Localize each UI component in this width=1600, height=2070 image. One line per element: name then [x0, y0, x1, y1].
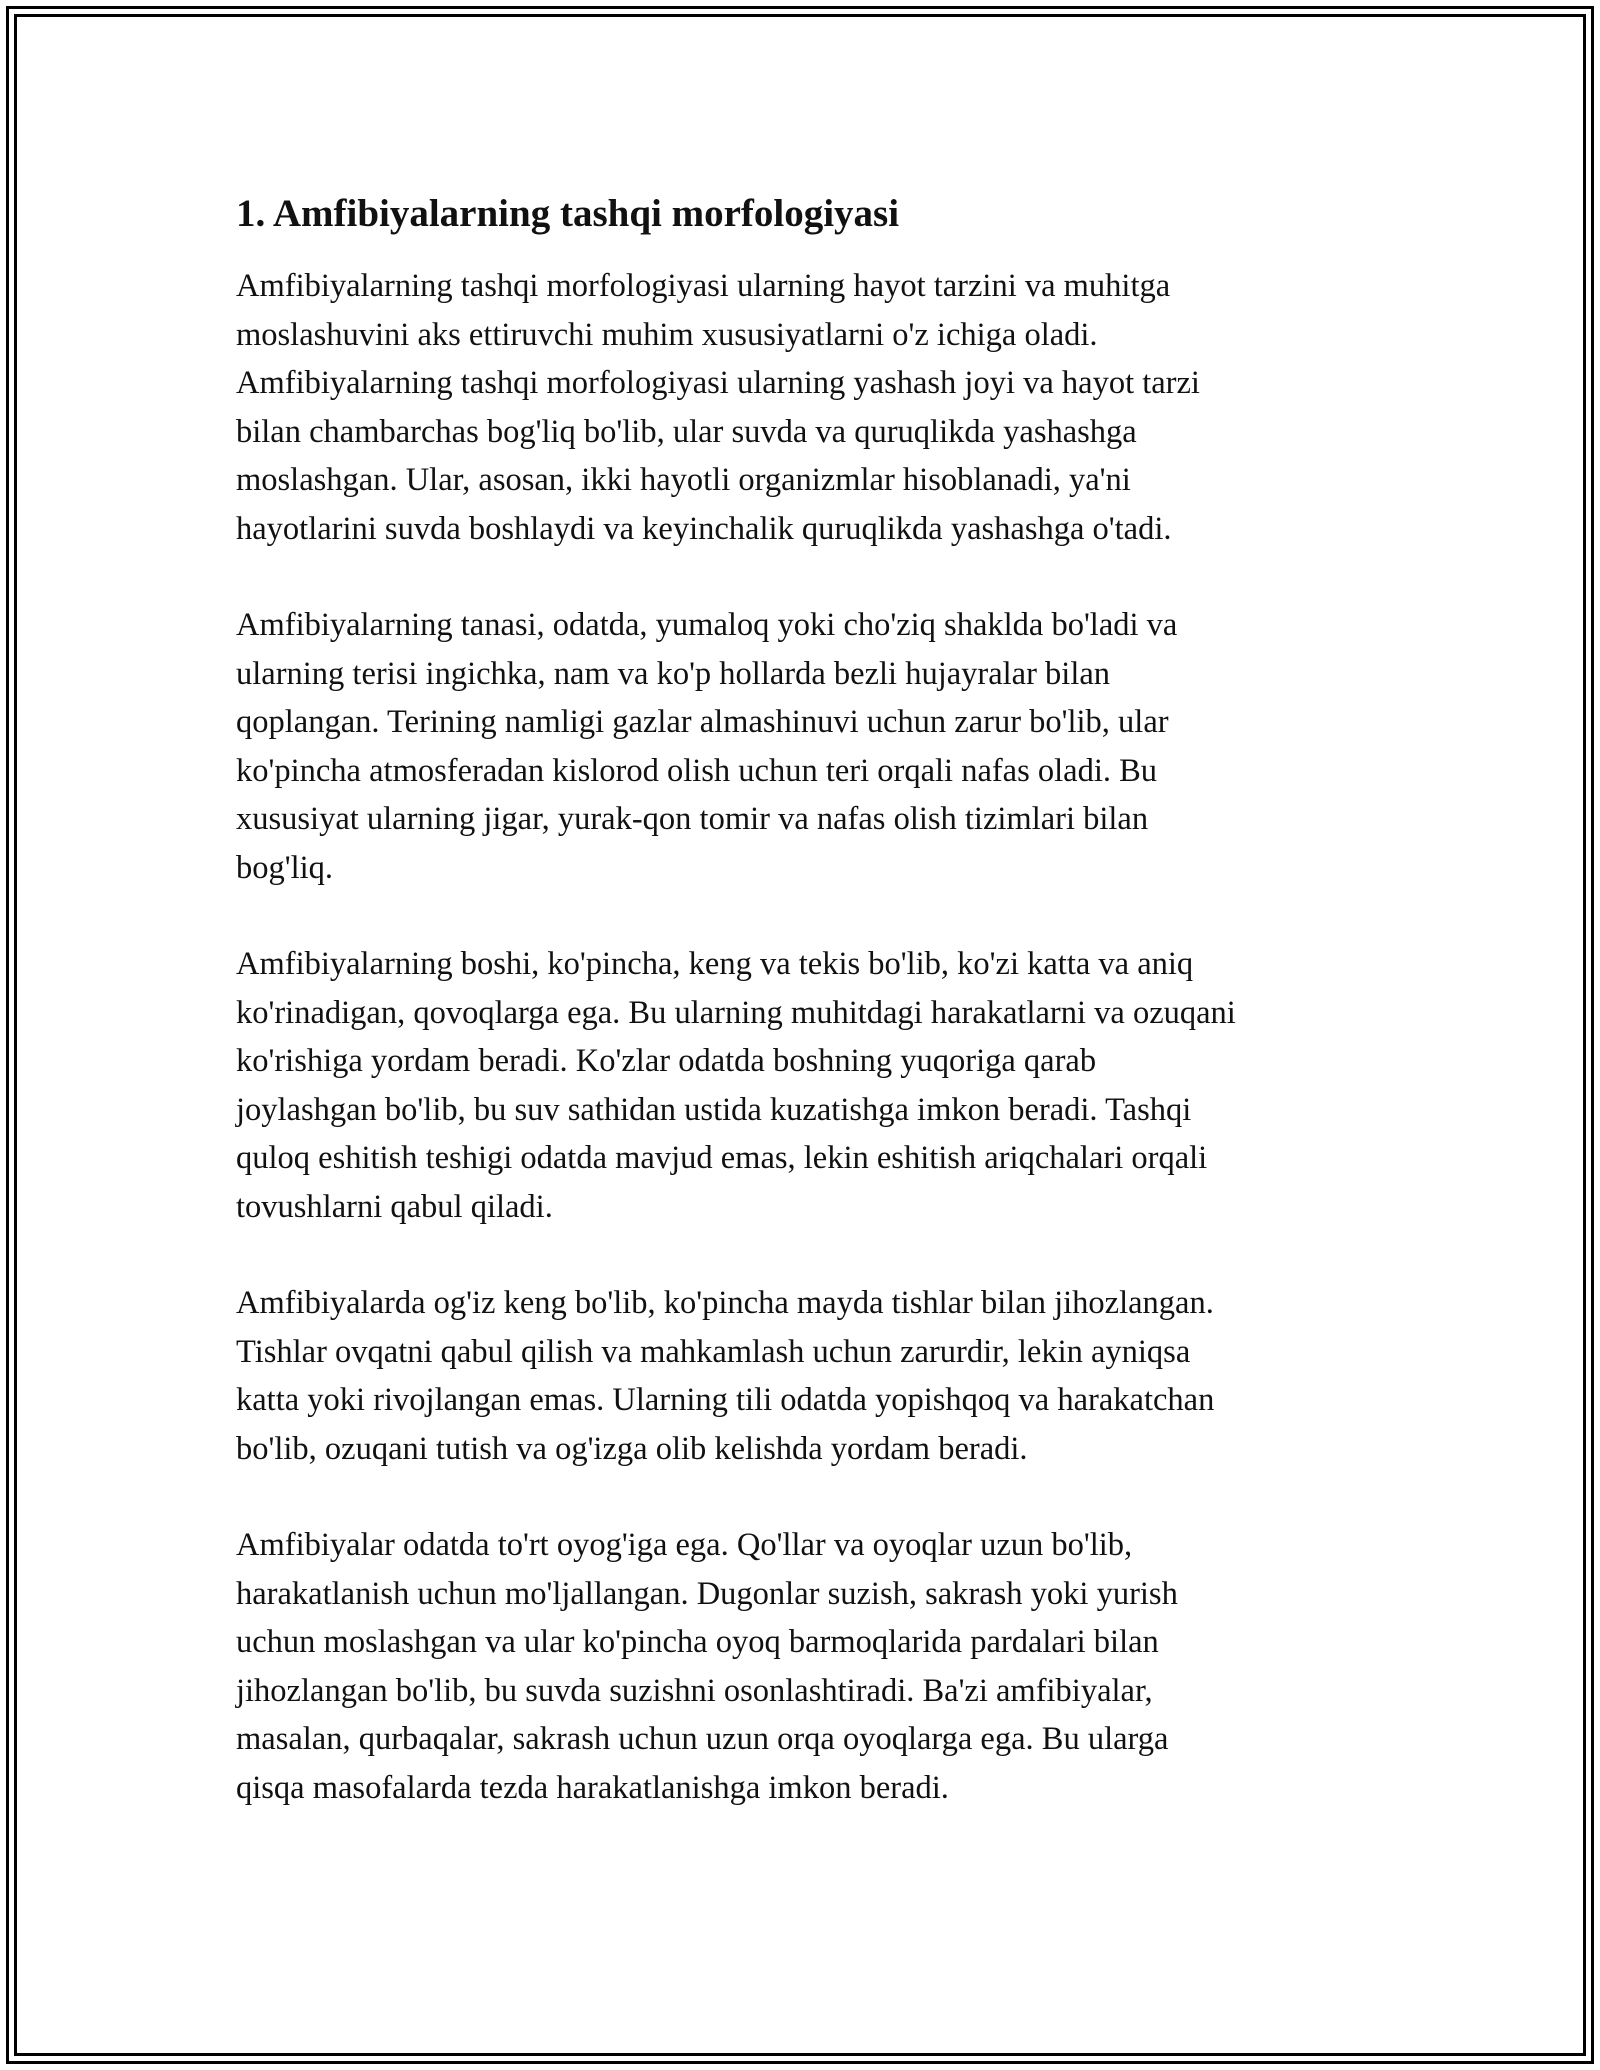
paragraph-limbs [236, 1521, 1386, 1812]
text-line: jihozlangan bo'lib, bu suvda suzishni osonlashtiradi. Ba'zi amfibiyalar, [236, 1672, 1153, 1709]
text-line: joylashgan bo'lib, bu suv sathidan ustida kuzatishga imkon beradi. Tashqi [236, 1091, 1192, 1128]
text-line: qisqa masofalarda tezda harakatlanishga imkon beradi. [236, 1769, 949, 1806]
text-line: harakatlanish uchun mo'ljallangan. Dugonlar suzish, sakrash yoki yurish [236, 1575, 1178, 1612]
text-line: masalan, qurbaqalar, sakrash uchun uzun orqa oyoqlarga ega. Bu ularga [236, 1721, 1169, 1757]
paragraph-head-eyes [236, 940, 1386, 1231]
text-line: Amfibiyalarning boshi, ko'pincha, keng va tekis bo'lib, ko'zi katta va aniq [236, 946, 1194, 982]
text-line: ko'pincha atmosferadan kislorod olish uchun teri orqali nafas oladi. Bu [236, 752, 1158, 789]
text-line: bo'lib, ozuqani tutish va og'izga olib kelishda yordam beradi. [236, 1430, 1028, 1467]
section-heading: 1. Amfibiyalarning tashqi morfologiyasi [236, 192, 900, 235]
document-body [236, 186, 1386, 1860]
text-line: Amfibiyalarning tashqi morfologiyasi ularning hayot tarzini va muhitga [236, 268, 1171, 304]
text-line: Amfibiyalar odatda to'rt oyog'iga ega. Qo'llar va oyoqlar uzun bo'lib, [236, 1527, 1133, 1563]
text-line: Amfibiyalarning tashqi morfologiyasi ularning yashash joyi va hayot tarzi [236, 365, 1200, 401]
text-line: bog'liq. [236, 849, 334, 886]
text-line: katta yoki rivojlangan emas. Ularning tili odatda yopishqoq va harakatchan [236, 1382, 1215, 1418]
text-line: uchun moslashgan va ular ko'pincha oyoq barmoqlarida pardalari bilan [236, 1624, 1159, 1660]
paragraph-intro [236, 262, 1386, 553]
text-line: bilan chambarchas bog'liq bo'lib, ular suvda va quruqlikda yashashga [236, 413, 1137, 450]
text-line: moslashuvini aks ettiruvchi muhim xususiyatlarni o'z ichiga oladi. [236, 316, 1098, 353]
text-line: xususiyat ularning jigar, yurak-qon tomir va nafas olish tizimlari bilan [236, 801, 1149, 837]
text-line: Amfibiyalarning tanasi, odatda, yumaloq yoki cho'ziq shaklda bo'ladi va [236, 607, 1178, 643]
text-line: ko'rinadigan, qovoqlarga ega. Bu ularning muhitdagi harakatlarni va ozuqani [236, 994, 1236, 1031]
text-line: quloq eshitish teshigi odatda mavjud emas, lekin eshitish ariqchalari orqali [236, 1140, 1208, 1176]
text-line: tovushlarni qabul qiladi. [236, 1188, 553, 1225]
text-line: hayotlarini suvda boshlaydi va keyinchalik quruqlikda yashashga o'tadi. [236, 510, 1172, 547]
text-line: qoplangan. Terining namligi gazlar almashinuvi uchun zarur bo'lib, ular [236, 704, 1169, 740]
text-line: ularning terisi ingichka, nam va ko'p hollarda bezli hujayralar bilan [236, 655, 1111, 692]
text-line: ko'rishiga yordam beradi. Ko'zlar odatda boshning yuqoriga qarab [236, 1043, 1097, 1079]
text-line: moslashgan. Ular, asosan, ikki hayotli organizmlar hisoblanadi, ya'ni [236, 462, 1131, 498]
text-line: Amfibiyalarda og'iz keng bo'lib, ko'pincha mayda tishlar bilan jihozlangan. [236, 1285, 1214, 1321]
text-line: Tishlar ovqatni qabul qilish va mahkamlash uchun zarurdir, lekin ayniqsa [236, 1333, 1191, 1370]
paragraph-mouth-teeth [236, 1279, 1386, 1473]
paragraph-body-skin [236, 601, 1386, 892]
